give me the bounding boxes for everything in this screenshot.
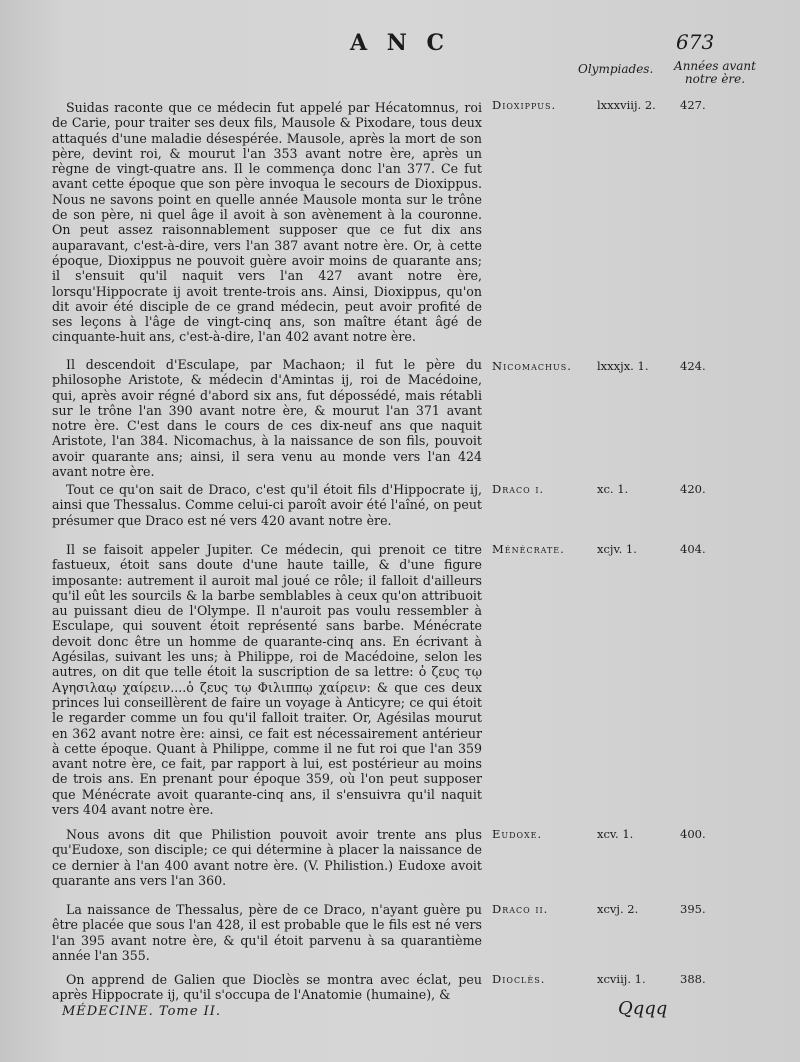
entry-name: Dioxippus. bbox=[492, 98, 557, 112]
entry-text: La naissance de Thessalus, père de ce Draco, n'ayant guère pu être placée que sous l'an 428, il est probable que le fils est né vers l'an 395 avant notre ère, & qu'il étoit parvenu à sa quarantième année l'an 355. bbox=[52, 902, 482, 963]
entry-olympiad: xc. 1. bbox=[597, 482, 629, 496]
running-head: A N C bbox=[349, 30, 450, 56]
entry-year: 400. bbox=[680, 827, 706, 841]
entry-olympiad: xcv. 1. bbox=[597, 827, 634, 841]
column-head-olympiades: Olympiades. bbox=[578, 62, 654, 76]
entry-year: 427. bbox=[680, 98, 706, 112]
entry-olympiad: lxxxjx. 1. bbox=[597, 359, 649, 373]
entry-olympiad: lxxxviij. 2. bbox=[597, 98, 656, 112]
entry-text: On apprend de Galien que Dioclès se montra avec éclat, peu après Hippocrate ij, qu'il s'occupa de l'Anatomie (humaine), & bbox=[52, 972, 482, 1003]
entry-olympiad: xcvj. 2. bbox=[597, 902, 639, 916]
entry-text: Suidas raconte que ce médecin fut appelé par Hécatomnus, roi de Carie, pour traiter ses deux fils, Mausole & Pixodare, tous deux attaqués d'une maladie désespérée. Mausole, après la mort de son père, devint roi, & mourut l'an 353 avant notre ère, après un règne de vingt-quatre ans. Il le commença donc l'an 377. Ce fut avant cette époque que son père invoqua le secours de Dioxippus. Nous ne savons point en quelle année Mausole monta sur le trône de son père, ni quel âge il avoit à son avènement à la couronne. On peut assez raisonnablement supposer que ce fut dix ans auparavant, c'est-à-dire, vers l'an 387 avant notre ère. Or, à cette époque, Dioxippus ne pouvoit guère avoir moins de quarante ans; il s'ensuit qu'il naquit vers l'an 427 avant notre ère, lorsqu'Hippocrate ij avoit trente-trois ans. Ainsi, Dioxippus, qu'on dit avoir été disciple de ce grand médecin, peut avoir profité de ses leçons à l'âge de vingt-cinq ans, son maître étant âgé de cinquante-huit ans, c'est-à-dire, l'an 402 avant notre ère. bbox=[52, 100, 482, 345]
page-number: 673 bbox=[676, 30, 715, 54]
entry-name: Nicomachus. bbox=[492, 359, 572, 373]
entry-text: Il descendoit d'Esculape, par Machaon; il fut le père du philosophe Aristote, & médecin d'Amintas ij, roi de Macédoine, qui, après avoir régné d'abord six ans, fut dépossédé, mais rétabli sur le trône l'an 390 avant notre ère, & mourut l'an 371 avant notre ère. C'est dans le cours de ces dix-neuf ans que naquit Aristote, l'an 384. Nicomachus, à la naissance de son fils, pouvoit avoir quarante ans; ainsi, il sera venu au monde vers l'an 424 avant notre ère. bbox=[52, 357, 482, 480]
entry-name: Ménécrate. bbox=[492, 542, 565, 556]
entry-year: 395. bbox=[680, 902, 706, 916]
entry-olympiad: xcviij. 1. bbox=[597, 972, 646, 986]
entry-year: 424. bbox=[680, 359, 706, 373]
entry-name: Draco i. bbox=[492, 482, 545, 496]
entry-olympiad: xcjv. 1. bbox=[597, 542, 637, 556]
entry-year: 420. bbox=[680, 482, 706, 496]
entry-name: Dioclès. bbox=[492, 972, 546, 986]
footer-signature-mark: Qqqq bbox=[618, 998, 668, 1019]
entry-name: Eudoxe. bbox=[492, 827, 543, 841]
entry-text: Il se faisoit appeler Jupiter. Ce médecin, qui prenoit ce titre fastueux, étoit sans doute d'une haute taille, & d'une figure imposante: autrement il auroit mal joué ce rôle; il falloit d'ailleurs qu'il eût les sourcils & la barbe semblables à ceux qu'on attribuoit au puissant dieu de l'Olympe. Il n'auroit pas voulu ressembler à Esculape, qui souvent étoit représenté sans barbe. Ménécrate devoit donc être un homme de quarante-cinq ans. En écrivant à Agésilas, suivant les uns; à Philippe, roi de Macédoine, selon les autres, on dit que telle étoit la suscription de sa lettre: ὁ ζευς τῳ Αγησιλαῳ χαίρειν....ὁ ζευς τῳ Φιλιππῳ χαίρειν: & que ces deux princes lui conseillèrent de faire un voyage à Anticyre; ce qui étoit le regarder comme un fou qu'il falloit traiter. Or, Agésilas mourut en 362 avant notre ère: ainsi, ce fait est nécessairement antérieur à cette époque. Quant à Philippe, comme il ne fut roi que l'an 359 avant notre ère, ce fait, par rapport à lui, est postérieur au moins de trois ans. En prenant pour époque 359, où l'on peut supposer que Ménécrate avoit quarante-cinq ans, il s'ensuivra qu'il naquit vers 404 avant notre ère. bbox=[52, 542, 482, 818]
entry-year: 388. bbox=[680, 972, 706, 986]
entry-text: Tout ce qu'on sait de Draco, c'est qu'il étoit fils d'Hippocrate ij, ainsi que Thessalus. Comme celui-ci paroît avoir été l'aîné, on peut présumer que Draco est né vers 420 avant notre ère. bbox=[52, 482, 482, 528]
entry-text: Nous avons dit que Philistion pouvoit avoir trente ans plus qu'Eudoxe, son disciple; ce qui détermine à placer la naissance de ce dernier à l'an 400 avant notre ère. (V. Philistion.) Eudoxe avoit quarante ans vers l'an 360. bbox=[52, 827, 482, 888]
footer-signature: MÉDECINE. Tome II. bbox=[62, 1004, 221, 1019]
entry-year: 404. bbox=[680, 542, 706, 556]
entry-name: Draco ii. bbox=[492, 902, 549, 916]
column-head-annees: Années avant notre ère. bbox=[674, 59, 756, 86]
